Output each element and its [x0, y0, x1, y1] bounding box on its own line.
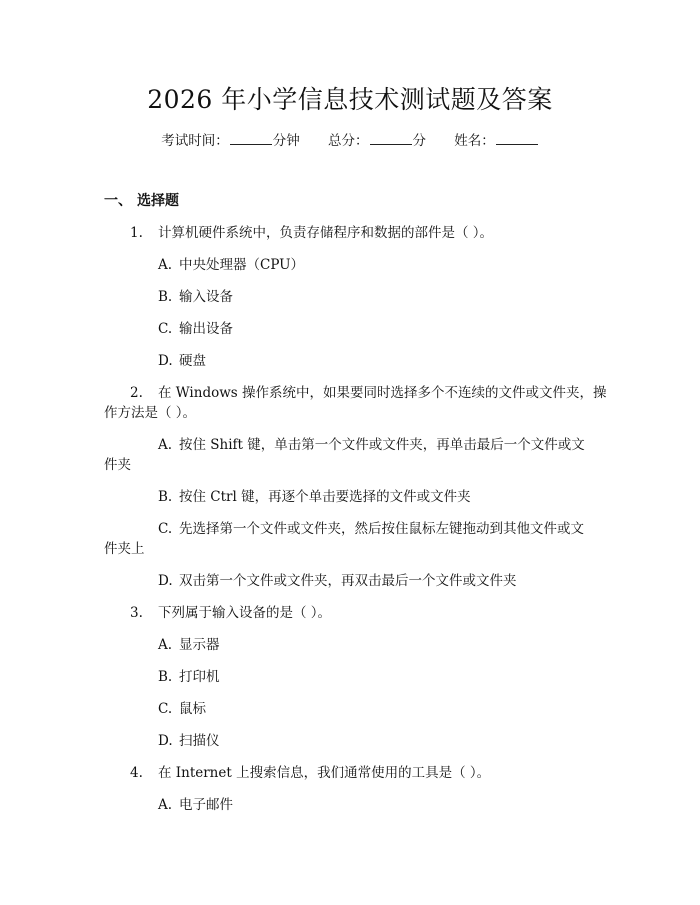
option-text: 显示器: [179, 637, 220, 653]
question-3-option-a: [158, 635, 220, 655]
exam-time-field: [161, 130, 300, 151]
total-score-unit: 分: [412, 133, 426, 149]
question-2-text-continued: 作方法是（ ）。: [104, 405, 197, 421]
section-heading: [104, 191, 179, 211]
option-letter: B.: [158, 289, 173, 305]
option-text: 双击第一个文件或文件夹，再双击最后一个文件或文件夹: [179, 573, 517, 589]
student-name-label: 姓名：: [454, 133, 495, 149]
total-score-blank: [370, 130, 412, 145]
option-letter: D.: [158, 353, 173, 369]
question-1-option-c: [158, 319, 233, 339]
option-text: 输出设备: [179, 321, 233, 337]
exam-time-unit: 分钟: [272, 133, 300, 149]
question-4-option-a: [158, 795, 233, 815]
question-2-option-a: [158, 435, 585, 455]
question-2-option-d: [158, 571, 517, 591]
question-1-text: 计算机硬件系统中，负责存储程序和数据的部件是（ ）。: [158, 225, 494, 241]
student-name-field: [454, 130, 539, 151]
question-2-text: 在 Windows 操作系统中，如果要同时选择多个不连续的文件或文件夹，操: [158, 385, 607, 401]
question-3-number: 3.: [130, 605, 143, 621]
option-letter: A.: [158, 797, 173, 813]
option-text: 扫描仪: [179, 733, 220, 749]
question-4-text: 在 Internet 上搜索信息，我们通常使用的工具是（ ）。: [158, 765, 491, 781]
question-3-option-b: [158, 667, 220, 687]
section-title: 选择题: [137, 193, 179, 209]
student-name-blank: [496, 130, 538, 145]
question-2-option-a-continued: 件夹: [104, 457, 131, 473]
question-2-option-c-continued: 件夹上: [104, 541, 145, 557]
option-letter: C.: [158, 701, 173, 717]
question-1-number: 1.: [130, 225, 143, 241]
page-title: 2026 年小学信息技术测试题及答案: [147, 85, 553, 114]
exam-time-label: 考试时间：: [161, 133, 229, 149]
option-letter: D.: [158, 733, 173, 749]
question-4-number: 4.: [130, 765, 143, 781]
option-letter: C.: [158, 521, 173, 537]
option-text: 鼠标: [179, 701, 206, 717]
option-text: 硬盘: [179, 353, 206, 369]
question-2-number: 2.: [130, 385, 143, 401]
question-2-option-c: [158, 519, 584, 539]
option-letter: C.: [158, 321, 173, 337]
exam-info-line: [0, 130, 700, 151]
option-text: 电子邮件: [179, 797, 233, 813]
question-3-text: 下列属于输入设备的是（ ）。: [158, 605, 332, 621]
option-letter: B.: [158, 489, 173, 505]
option-letter: A.: [158, 437, 173, 453]
option-text: 先选择第一个文件或文件夹，然后按住鼠标左键拖动到其他文件或文: [179, 521, 584, 537]
question-1-option-b: [158, 287, 233, 307]
option-text: 按住 Ctrl 键，再逐个单击要选择的文件或文件夹: [179, 489, 471, 505]
option-text: 打印机: [179, 669, 220, 685]
question-3-option-d: [158, 731, 220, 751]
question-1-option-d: [158, 351, 206, 371]
option-letter: B.: [158, 669, 173, 685]
question-2-option-b: [158, 487, 471, 507]
option-letter: A.: [158, 637, 173, 653]
question-3-option-c: [158, 699, 206, 719]
total-score-field: [328, 130, 426, 151]
question-1-option-a: [158, 255, 304, 275]
total-score-label: 总分：: [328, 133, 369, 149]
section-number: 一、: [104, 193, 132, 209]
option-letter: A.: [158, 257, 173, 273]
option-text: 按住 Shift 键，单击第一个文件或文件夹，再单击最后一个文件或文: [179, 437, 585, 453]
option-letter: D.: [158, 573, 173, 589]
option-text: 中央处理器（CPU）: [179, 257, 305, 273]
exam-time-blank: [230, 130, 272, 145]
option-text: 输入设备: [179, 289, 233, 305]
